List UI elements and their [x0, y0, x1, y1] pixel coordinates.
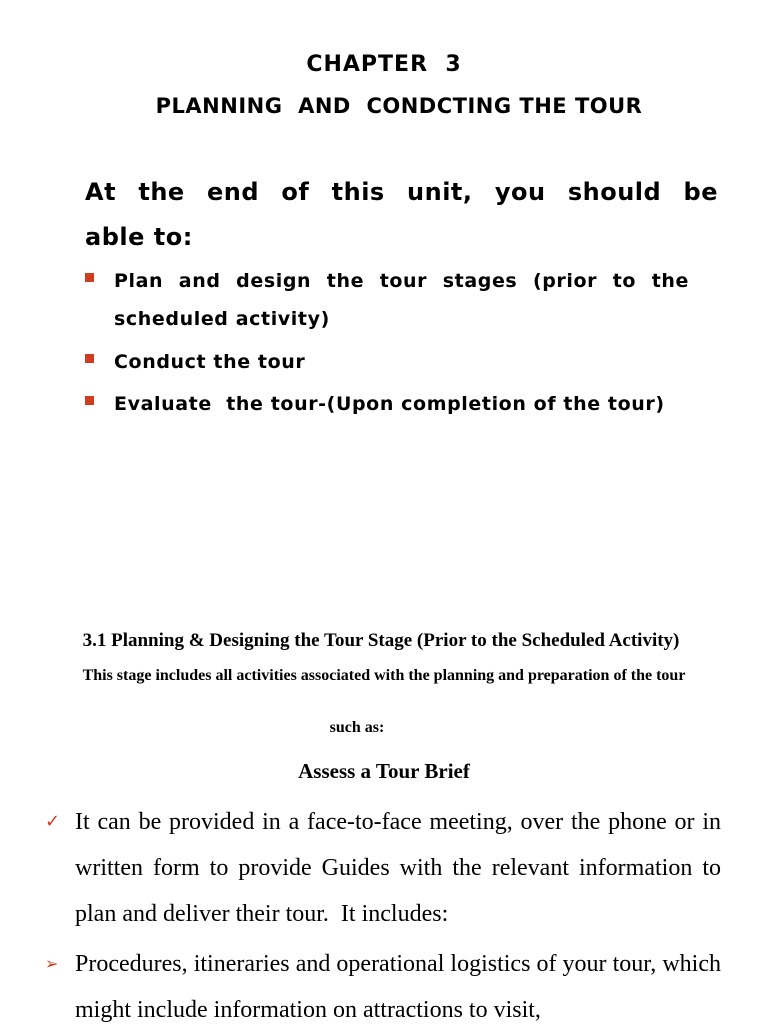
brief-paragraph — [45, 941, 721, 1033]
section-intro: This stage includes all activities associated with the planning and preparation of the tour — [82, 667, 686, 684]
square-bullet-icon — [85, 396, 94, 405]
section-heading: 3.1 Planning & Designing the Tour Stage (Prior to the Scheduled Activity) — [82, 630, 680, 651]
arrowhead-bullet-icon: ➢ — [45, 954, 59, 973]
objective-text: Evaluate the tour-(Upon completion of the tour) — [114, 393, 665, 415]
chapter-number: CHAPTER 3 — [306, 52, 462, 77]
paragraph-text: It can be provided in a face-to-face meeting, over the phone or in written form to provide Guides with the relevant information to plan and deliver their tour. It includes: — [75, 809, 727, 927]
objectives-intro-line-2: able to: — [85, 223, 193, 251]
objectives-intro-line-1: At the end of this unit, you should be — [85, 178, 718, 206]
section-intro-continued: such as: — [329, 719, 385, 736]
square-bullet-icon — [85, 354, 94, 363]
objective-item — [85, 343, 689, 381]
chapter-title: PLANNING AND CONDCTING THE TOUR — [155, 94, 643, 118]
brief-paragraph — [45, 799, 727, 937]
objective-item — [85, 385, 689, 423]
square-bullet-icon — [85, 273, 94, 282]
paragraph-text: Procedures, itineraries and operational logistics of your tour, which might include information on attractions to visit, — [75, 951, 721, 1023]
objective-text: Conduct the tour — [114, 351, 306, 373]
objectives-intro — [85, 170, 718, 260]
checkmark-icon: ✓ — [45, 811, 61, 832]
objective-item — [85, 262, 689, 338]
objective-text: Plan and design the tour stages (prior to the scheduled activity) — [114, 270, 689, 330]
subsection-heading: Assess a Tour Brief — [298, 759, 470, 783]
